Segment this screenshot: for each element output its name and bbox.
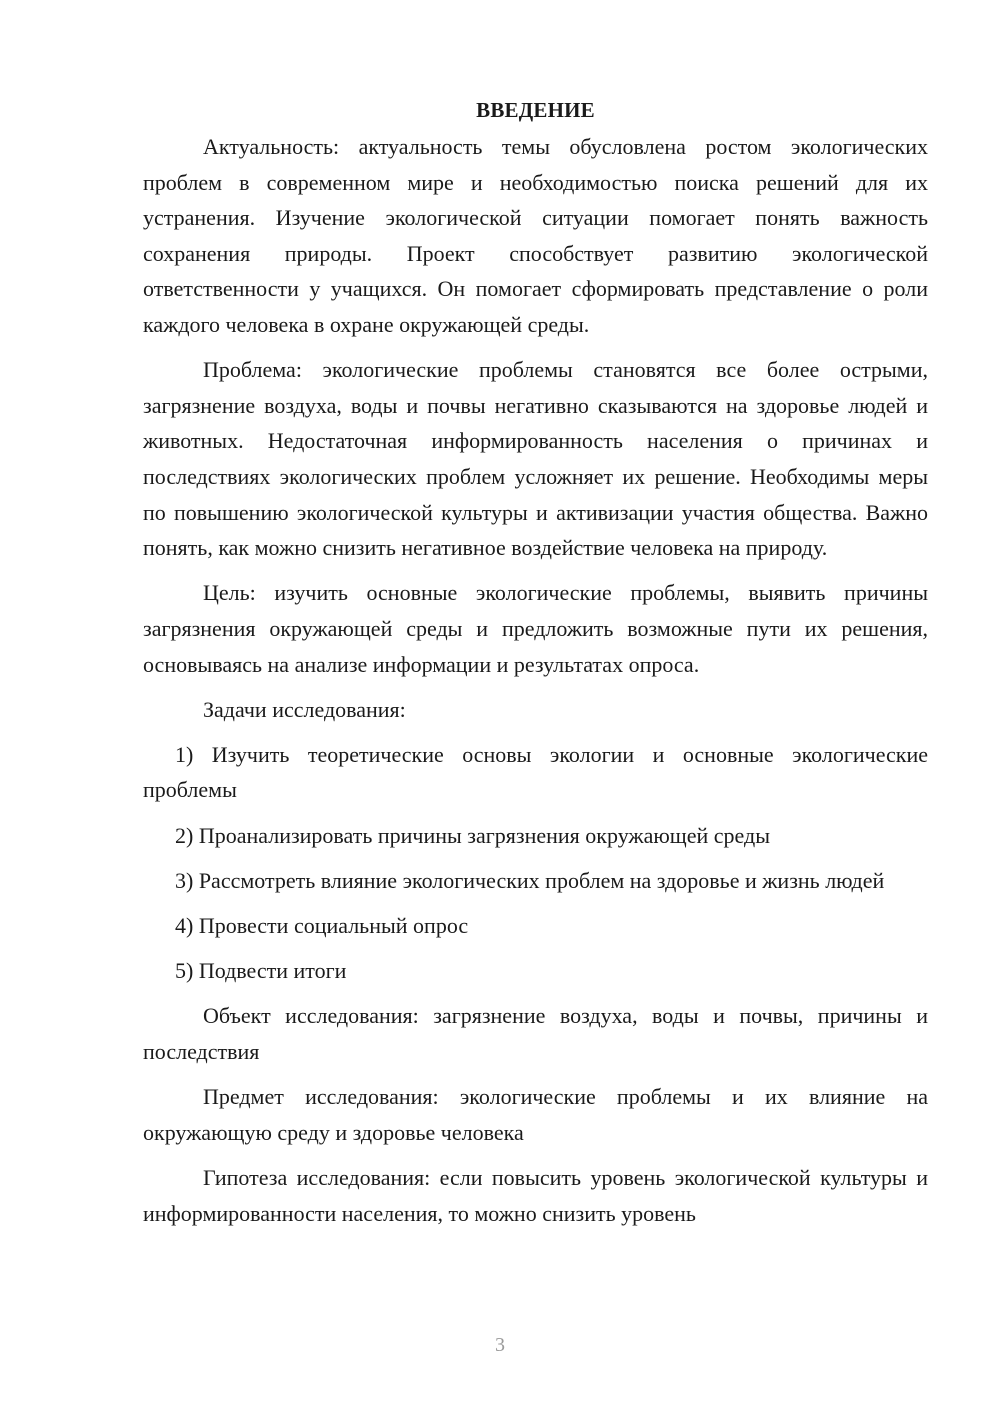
relevance-paragraph: Актуальность: актуальность темы обусловлена ростом экологических проблем в современном мире и необходимостью поиска решений для их устранения. Изучение экологической ситуации помогает понять важность сохранения природы. Проект способствует развитию экологической ответственности у учащихся. Он помогает сформировать представление о роли каждого человека в охране окружающей среды. [143, 134, 928, 337]
hypothesis-paragraph: Гипотеза исследования: если повысить уровень экологической культуры и информированности населения, то можно снизить уровень [143, 1164, 928, 1226]
subject-paragraph: Предмет исследования: экологические проблемы и их влияние на окружающую среду и здоровье человека [143, 1084, 928, 1145]
tasks-heading: Задачи исследования: [203, 696, 406, 722]
goal-paragraph: Цель: изучить основные экологические проблемы, выявить причины загрязнения окружающей среды и предложить возможные пути их решения, основываясь на анализе информации и результатах опроса. [143, 580, 928, 677]
section-title: ВВЕДЕНИЕ [476, 98, 595, 122]
task-item: 1) Изучить теоретические основы экологии и основные экологические проблемы [143, 741, 928, 803]
task-item: 5) Подвести итоги [175, 958, 347, 984]
object-paragraph: Объект исследования: загрязнение воздуха, воды и почвы, причины и последствия [143, 1003, 928, 1064]
problem-paragraph: Проблема: экологические проблемы становятся все более острыми, загрязнение воздуха, воды и почвы негативно сказываются на здоровье людей и животных. Недостаточная информированность населения о причинах и последствиях экологических проблем усложняет их решение. Необходимы меры по повышению экологической культуры и активизации участия общества. Важно понять, как можно снизить негативное воздействие человека на природу. [143, 357, 928, 561]
task-item: 2) Проанализировать причины загрязнения окружающей среды [175, 822, 770, 848]
task-item: 4) Провести социальный опрос [175, 913, 469, 939]
task-item: 3) Рассмотреть влияние экологических проблем на здоровье и жизнь людей [175, 867, 885, 893]
page-content [143, 93, 928, 1241]
page-number: 3 [495, 1334, 505, 1356]
